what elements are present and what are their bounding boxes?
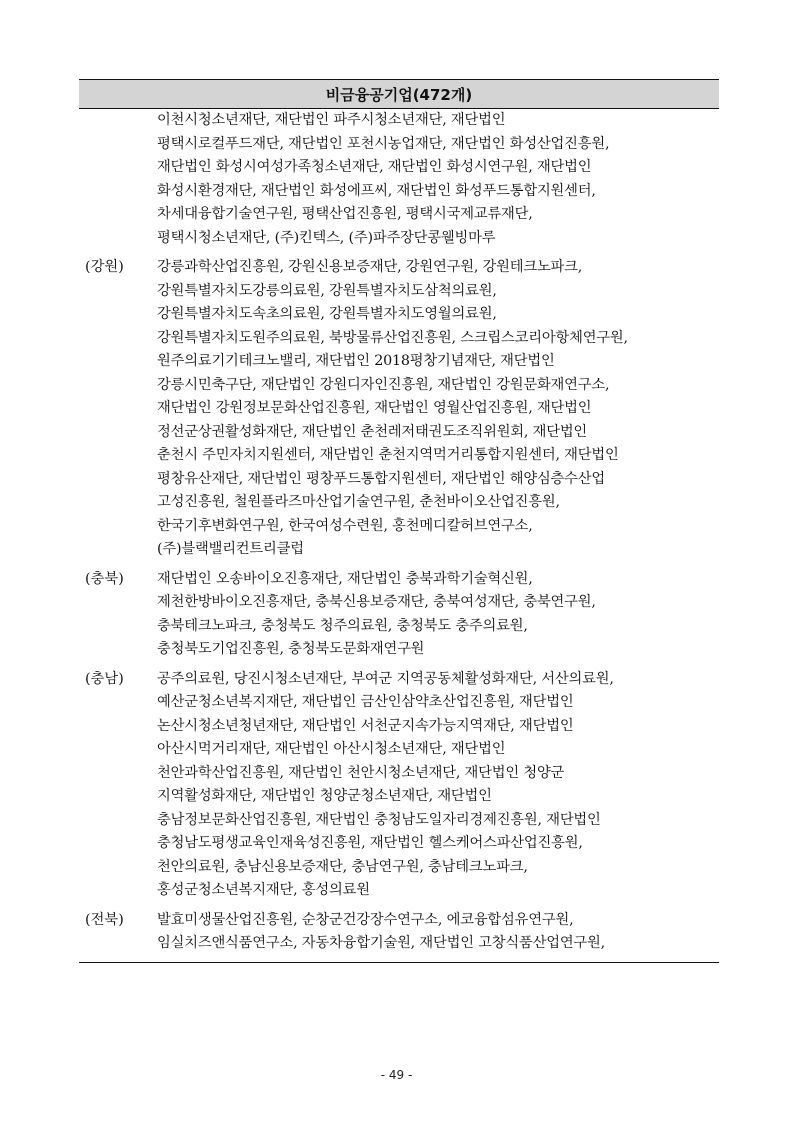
institution-line: 차세대융합기술연구원, 평택산업진흥원, 평택시국제교류재단, [157,206,533,222]
institution-line: 정선군상권활성화재단, 재단법인 춘천레저태권도조직위원회, 재단법인 [157,423,588,440]
institution-line: 제천한방바이오진흥재단, 충북신용보증재단, 충북여성재단, 충북연구원, [157,594,596,610]
institution-line: (주)블랙밸리컨트리클럽 [157,541,304,557]
institution-list [157,109,719,250]
region-label: (충남) [85,670,124,687]
institution-line: 재단법인 화성시여성가족청소년재단, 재단법인 화성시연구원, 재단법인 [157,159,592,175]
institution-line: 충청남도평생교육인재육성진흥원, 재단법인 헬스케어스파산업진흥원, [157,835,583,851]
institution-line: 천안과학산업진흥원, 재단법인 천안시청소년재단, 재단법인 청양군 [157,764,565,781]
institution-line: 재단법인 강원정보문화산업진흥원, 재단법인 영월산업진흥원, 재단법인 [157,400,592,416]
institution-line: 평택시로컬푸드재단, 재단법인 포천시농업재단, 재단법인 화성산업진흥원, [157,135,610,152]
institution-line: 강원특별자치도속초의료원, 강원특별자치도영월의료원, [157,306,497,322]
institution-line: 강릉시민축구단, 재단법인 강원디자인진흥원, 재단법인 강원문화재연구소, [157,376,610,393]
institution-list [157,256,719,562]
region-label: (충북) [85,570,124,587]
table-body [79,109,719,963]
institution-line: 공주의료원, 당진시청소년재단, 부여군 지역공동체활성화재단, 서산의료원, [157,670,614,687]
institution-line: 충청북도기업진흥원, 충청북도문화재연구원 [157,641,425,657]
institution-line: 강원특별자치도원주의료원, 북방물류산업진흥원, 스크립스코리아항체연구원, [157,329,628,346]
region-label: (강원) [85,259,124,275]
region-label [79,109,157,250]
institution-line: 고성진흥원, 철원플라즈마산업기술연구원, 춘천바이오산업진흥원, [157,494,560,510]
institution-line: 발효미생물산업진흥원, 순창군건강장수연구소, 에코융합섬유연구원, [157,911,574,928]
institution-list [157,568,719,662]
region-section [79,909,719,956]
region-section [79,668,719,903]
region-section [79,568,719,662]
institution-line: 아산시먹거리재단, 재단법인 아산시청소년재단, 재단법인 [157,741,506,757]
region-section [79,109,719,250]
institution-line: 충북테크노파크, 충청북도 청주의료원, 충청북도 충주의료원, [157,617,528,634]
institution-line: 평택시청소년재단, (주)킨텍스, (주)파주장단콩웰빙마루 [157,229,496,246]
institution-line: 지역활성화재단, 재단법인 청양군청소년재단, 재단법인 [157,788,492,804]
institution-line: 강릉과학산업진흥원, 강원신용보증재단, 강원연구원, 강원테크노파크, [157,259,583,275]
institution-list [157,909,719,956]
page-number: - 49 - [380,1068,413,1082]
institution-line: 홍성군청소년복지재단, 홍성의료원 [157,882,370,898]
institution-line: 논산시청소년청년재단, 재단법인 서천군지속가능지역재단, 재단법인 [157,717,574,734]
table-header: 비금융공기업(472개) [79,79,719,109]
institution-line: 춘천시 주민자치지원센터, 재단법인 춘천지역먹거리통합지원센터, 재단법인 [157,447,619,463]
institution-line: 임실치즈앤식품연구소, 자동차융합기술원, 재단법인 고창식품산업연구원, [157,935,605,951]
institution-table [79,79,719,963]
institution-line: 이천시청소년재단, 재단법인 파주시청소년재단, 재단법인 [157,112,506,128]
institution-line: 한국기후변화연구원, 한국여성수련원, 홍천메디칼허브연구소, [157,517,533,534]
institution-line: 재단법인 오송바이오진흥재단, 재단법인 충북과학기술혁신원, [157,570,533,587]
institution-line: 원주의료기기테크노밸리, 재단법인 2018평창기념재단, 재단법인 [157,353,555,369]
region-label: (전북) [85,911,124,928]
institution-list [157,668,719,903]
institution-line: 예산군청소년복지재단, 재단법인 금산인삼약초산업진흥원, 재단법인 [157,694,574,710]
institution-line: 화성시환경재단, 재단법인 화성에프씨, 재단법인 화성푸드통합지원센터, [157,182,596,199]
institution-line: 충남정보문화산업진흥원, 재단법인 충청남도일자리경제진흥원, 재단법인 [157,811,601,828]
region-section [79,256,719,562]
institution-line: 천안의료원, 충남신용보증재단, 충남연구원, 충남테크노파크, [157,858,528,875]
institution-line: 강원특별자치도강릉의료원, 강원특별자치도삼척의료원, [157,282,497,299]
institution-line: 평창유산재단, 재단법인 평창푸드통합지원센터, 재단법인 해양심층수산업 [157,470,605,487]
